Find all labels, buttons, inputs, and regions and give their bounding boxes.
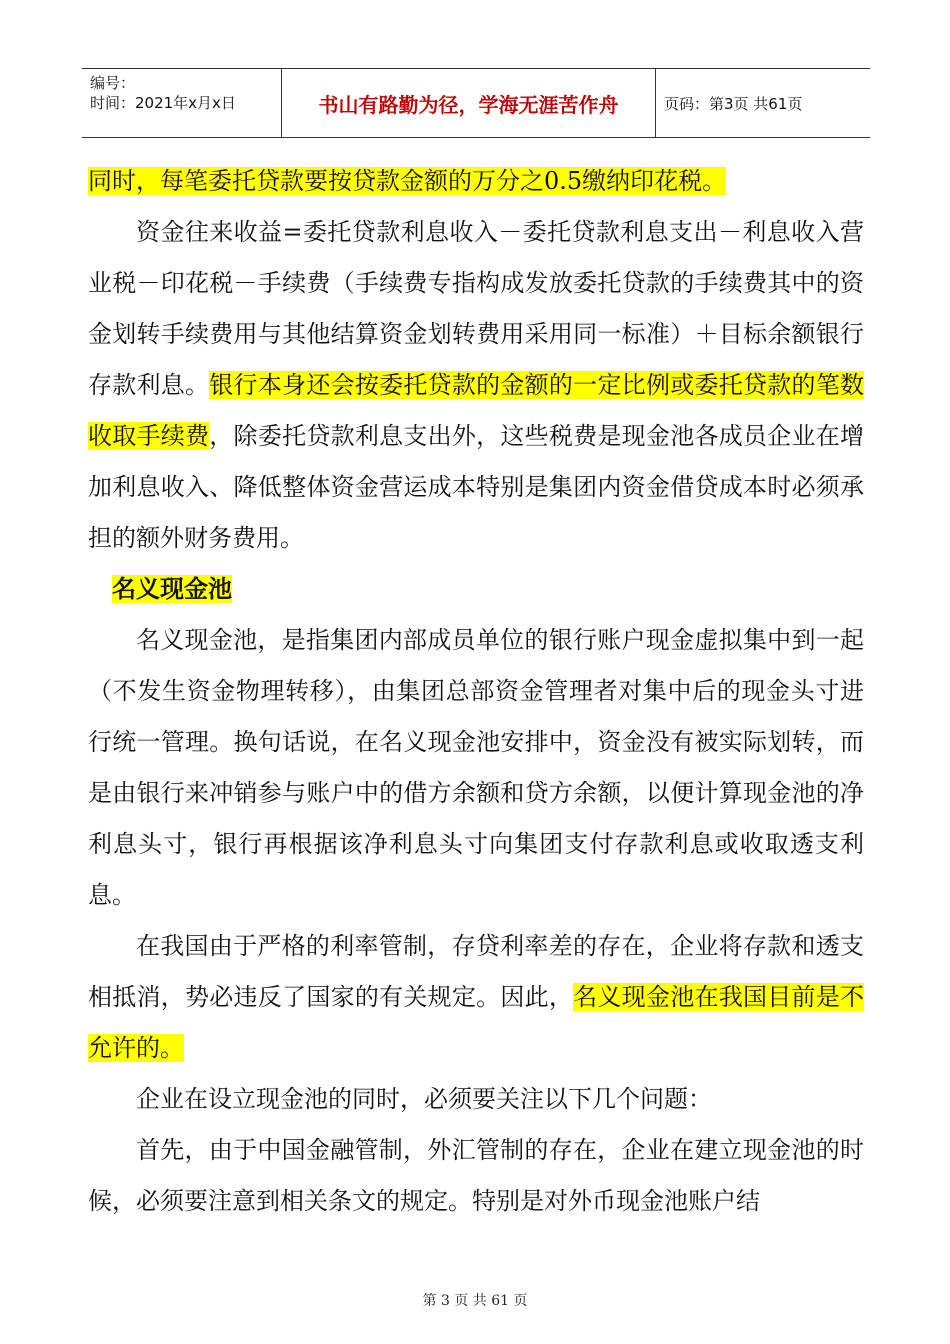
document-time-label: 时间：2021年x月x日 [90, 94, 236, 112]
page-footer: 第 3 页 共 61 页 [422, 1293, 528, 1309]
paragraph-text: ，除委托贷款利息支出外，这些税费是现金池各成员企业在增加利息收入、降低整体资金营运成本特别是集团内资金借贷成本时必须承担的额外财务费用。 [88, 422, 865, 552]
highlighted-text: 银行本身还会按委托贷款的金额的一定比例或委托贷款的笔数收取手续费 [88, 371, 865, 450]
paragraph-issues-intro: 企业在设立现金池的同时，必须要关注以下几个问题： [136, 1085, 712, 1113]
paragraph-notional-pool: 名义现金池，是指集团内部成员单位的银行账户现金虚拟集中到一起（不发生资金物理转移），由集团总部资金管理者对集中后的现金头寸进行统一管理。换句话说，在名义现金池安排中，资金没有被实际划转，而是由银行来冲销参与账户中的借方余额和贷方余额，以便计算现金池的净利息头寸，银行再根据该净利息头寸向集团支付存款利息或收取透支利息。 [88, 626, 864, 909]
paragraph-regulation [88, 921, 864, 1074]
header-page-info: 页码：第3页 共61页 [664, 94, 803, 113]
header-motto: 书山有路勤为径，学海无涯苦作舟 [282, 69, 656, 137]
document-header [82, 68, 870, 138]
highlighted-text: 名义现金池在我国目前是不允许的。 [88, 983, 865, 1062]
paragraph-text: 资金往来收益=委托贷款利息收入－委托贷款利息支出－利息收入营业税－印花税－手续费（手续费专指构成发放委托贷款的手续费其中的资金划转手续费用与其他结算资金划转费用采用同一标准）＋目标余额银行存款利息。 [88, 218, 864, 399]
highlighted-heading: 名义现金池 [112, 575, 232, 603]
paragraph-stamp-tax [88, 156, 864, 207]
paragraph-text: 在我国由于严格的利率管制，存贷利率差的存在，企业将存款和透支相抵消，势必违反了国家的有关规定。因此， [88, 932, 864, 1011]
paragraph-first-issue: 首先，由于中国金融管制，外汇管制的存在，企业在建立现金池的时候，必须要注意到相关条文的规定。特别是对外币现金池账户结 [88, 1136, 864, 1215]
section-heading [88, 564, 864, 615]
highlighted-text: 同时，每笔委托贷款要按贷款金额的万分之0.5缴纳印花税。 [88, 167, 727, 195]
document-number-label: 编号： [90, 74, 136, 92]
document-body [88, 156, 864, 1227]
header-meta [82, 69, 282, 137]
paragraph-fund-income [88, 207, 864, 564]
